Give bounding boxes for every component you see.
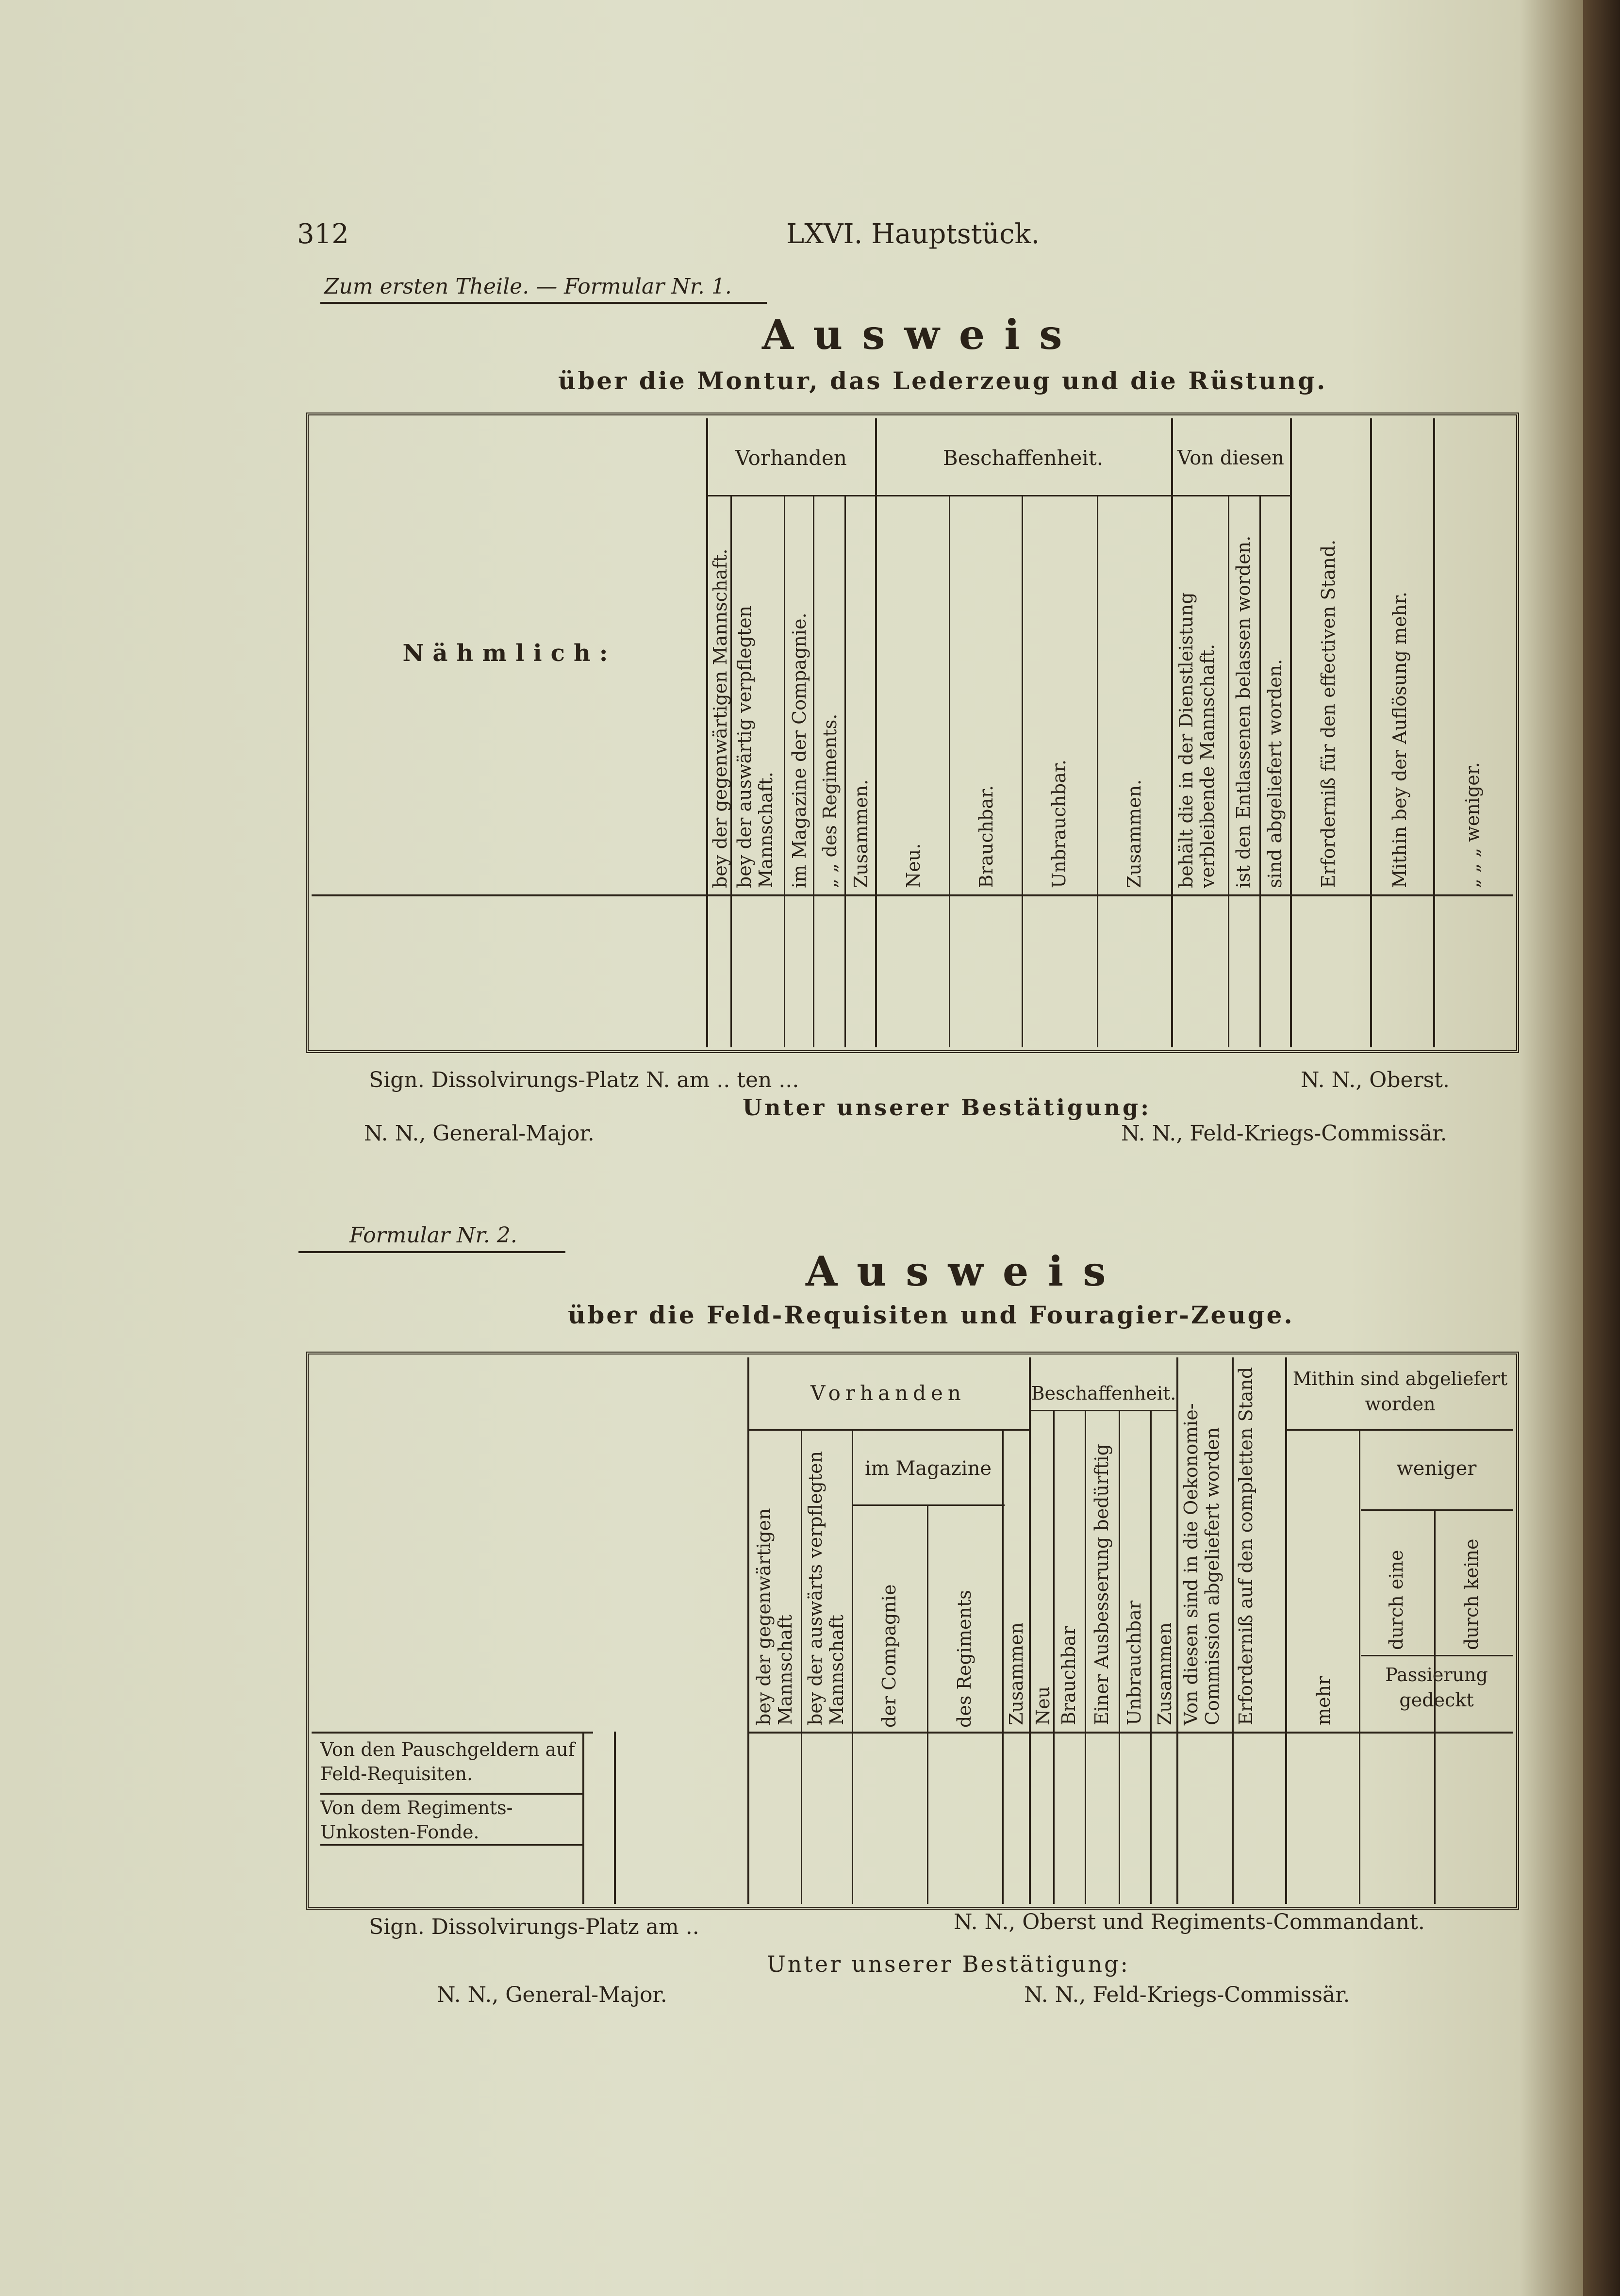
form2-col-10: Zusammen (1154, 1622, 1175, 1725)
form1-sign-left: Sign. Dissolvirungs-Platz N. am .. ten ... (369, 1068, 799, 1092)
form2-col-3: der Compagnie (878, 1584, 900, 1728)
form1-col-14: Mithin bey der Auflösung mehr. (1389, 592, 1410, 888)
form2-col-11: Von diesen sind in die Oekonomie-Commission abgeliefert worden (1180, 1403, 1223, 1725)
form1-commissar: N. N., Feld-Kriegs-Commissär. (1121, 1121, 1447, 1146)
form2-col-8: Einer Ausbesserung bedürftig (1091, 1444, 1112, 1725)
form2-passierung: Passierung gedeckt (1385, 1664, 1488, 1711)
form2-commissar: N. N., Feld-Kriegs-Commissär. (1024, 1982, 1350, 2007)
part-label: Zum ersten Theile. — Formular Nr. 1. (324, 274, 732, 299)
form1-sign-right: N. N., Oberst. (1301, 1068, 1450, 1092)
form2-col-14: durch eine (1386, 1550, 1407, 1650)
form1-row-label: Nähmlich: (402, 640, 617, 667)
form1-col-13: Erforderniß für den effectiven Stand. (1318, 539, 1339, 888)
form1-col-12: sind abgeliefert worden. (1264, 659, 1286, 888)
page-number: 312 (297, 218, 349, 250)
form2-title: Ausweis (806, 1247, 1125, 1295)
form2-group-abgeliefert: Mithin sind abgeliefert worden (1292, 1368, 1508, 1415)
form2-sign-right: N. N., Oberst und Regiments-Commandant. (954, 1910, 1425, 1934)
form1-group-von-diesen: Von diesen (1177, 447, 1284, 469)
form2-group-vorhanden: Vorhanden (810, 1381, 966, 1405)
form2-col-12: Erforderniß auf den completten Stand (1235, 1367, 1256, 1725)
form2-col-6: Neu (1032, 1686, 1054, 1725)
form2-confirmation: Unter unserer Bestätigung: (767, 1951, 1130, 1977)
form1-col-2: bey der auswärtig verpflegten Mannschaft. (734, 605, 777, 888)
form1-col-15: „ „ „ weniger. (1462, 762, 1483, 888)
form2-col-4: des Regiments (954, 1590, 975, 1728)
form2-col-13: mehr (1313, 1676, 1334, 1725)
form2-general: N. N., General-Major. (437, 1982, 667, 2007)
form2-col-2: bey der auswärts verpflegten Mannschaft (805, 1451, 847, 1725)
book-spine (1583, 0, 1620, 2296)
form1-col-7: Brauchbar. (975, 785, 997, 888)
form2-label-underline (298, 1251, 565, 1253)
form1-group-beschaffenheit: Beschaffenheit. (942, 446, 1104, 470)
form1-col-6: Neu. (903, 843, 924, 888)
form2-row-1: Von den Pauschgeldern auf Feld-Requisiten. (320, 1739, 575, 1784)
form2-col-5: Zusammen (1006, 1622, 1027, 1725)
form1-col-4: „ „ des Regiments. (819, 713, 841, 888)
form2-group-weniger: weniger (1396, 1457, 1477, 1480)
form2-label: Formular Nr. 2. (349, 1223, 517, 1248)
form1-confirmation: Unter unserer Bestätigung: (743, 1094, 1152, 1121)
form2-col-9: Unbrauchbar (1124, 1600, 1145, 1725)
form2-col-1: bey der gegenwärtigen Mannschaft (753, 1508, 796, 1725)
form1-col-11: ist den Entlassenen belassen worden. (1233, 535, 1254, 888)
part-label-underline (320, 302, 767, 304)
chapter-heading: LXVI. Hauptstück. (786, 218, 1040, 250)
form2-col-7: Brauchbar (1058, 1626, 1079, 1725)
form1-subtitle: über die Montur, das Lederzeug und die Rüstung. (558, 366, 1327, 395)
form2-group-im-magazine: im Magazine (865, 1457, 992, 1480)
form1-col-8: Unbrauchbar. (1048, 760, 1070, 888)
form1-col-9: Zusammen. (1124, 779, 1145, 888)
form2-group-beschaffenheit: Beschaffenheit. (1031, 1383, 1176, 1404)
form2-sign-left: Sign. Dissolvirungs-Platz am .. (369, 1915, 699, 1939)
form1-title: Ausweis (762, 311, 1082, 359)
form1-col-5: Zusammen. (850, 779, 872, 888)
form1-col-10: behält die in der Dienstleistung verbleibende Mannschaft. (1175, 592, 1218, 888)
form1-general: N. N., General-Major. (364, 1121, 595, 1146)
form2-col-15: durch keine (1461, 1538, 1482, 1650)
form2-subtitle: über die Feld-Requisiten und Fouragier-Zeuge. (568, 1301, 1294, 1329)
form2-row-2: Von dem Regiments-Unkosten-Fonde. (320, 1797, 513, 1843)
form1-group-vorhanden: Vorhanden (735, 446, 847, 470)
form1-col-3: im Magazine der Compagnie. (789, 612, 810, 888)
form1-col-1: bey der gegenwärtigen Mannschaft. (710, 548, 731, 888)
